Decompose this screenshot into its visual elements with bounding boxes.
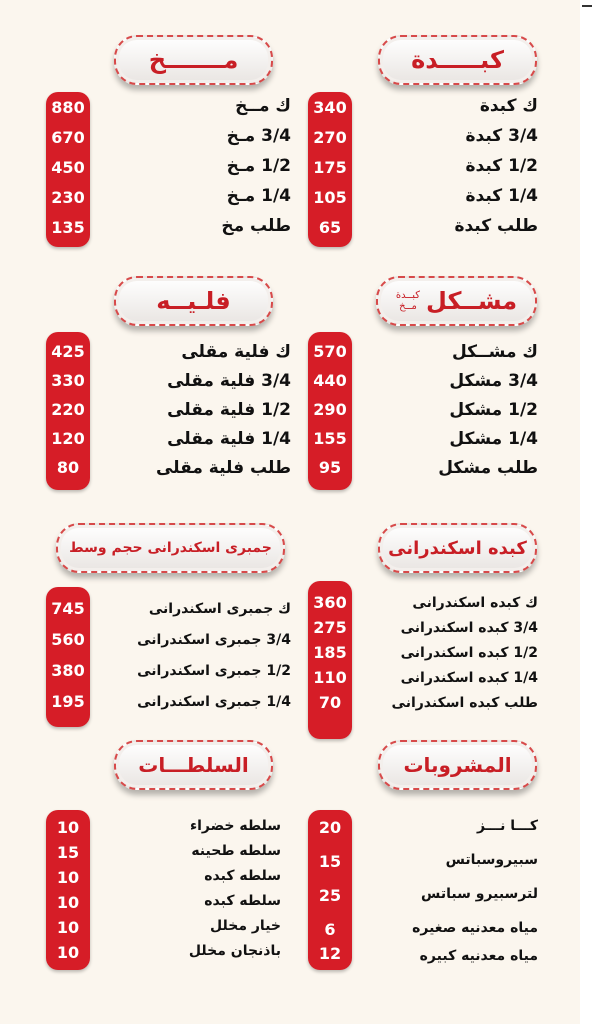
menu-item: 1/4 مشكل (449, 429, 538, 449)
menu-item: ك جمبرى اسكندرانى (148, 601, 291, 617)
price: 670 (51, 128, 85, 147)
section-kebda-alex (308, 523, 553, 743)
price-pill (308, 810, 352, 970)
menu-item: مياه معدنيه كبيره (419, 948, 538, 964)
section-header-drinks (378, 740, 537, 790)
section-title: مـــــــخ (148, 46, 239, 74)
price: 340 (313, 98, 347, 117)
price: 195 (51, 692, 85, 711)
menu-item: 3/4 جمبرى اسكندرانى (137, 632, 291, 648)
price: 380 (51, 661, 85, 680)
menu-item: 1/2 كبدة (465, 156, 538, 176)
section-header-salads (114, 740, 273, 790)
price: 135 (51, 218, 85, 237)
price-pill (46, 587, 90, 727)
menu-item: خيار مخلل (210, 918, 281, 934)
section-title: مشــكل (426, 287, 518, 315)
section-title: فلـيــه (156, 287, 231, 315)
menu-item: سلطه كبده (204, 893, 281, 909)
section-title: كبده اسكندرانى (388, 537, 527, 559)
section-drinks (308, 740, 553, 980)
menu-item: 1/4 كبدة (465, 186, 538, 206)
menu-item: طلب مخ (221, 216, 291, 236)
menu-item: سلطه كبده (204, 868, 281, 884)
menu-item: 1/2 فلية مقلى (167, 400, 291, 420)
menu-item: 3/4 كبده اسكندرانى (400, 620, 538, 636)
price-pill (46, 332, 90, 490)
price: 10 (56, 893, 80, 912)
menu-item: 1/4 كبده اسكندرانى (400, 670, 538, 686)
menu-item: باذنجان مخلل (188, 943, 281, 959)
price: 12 (318, 944, 342, 963)
section-shrimp (46, 523, 291, 743)
section-title: المشروبات (403, 753, 512, 777)
section-header-mokh (114, 35, 273, 85)
price: 15 (318, 852, 342, 871)
menu-item: طلب كبده اسكندرانى (391, 695, 538, 711)
price: 220 (51, 400, 85, 419)
section-title: جمبرى اسكندرانى حجم وسط (69, 540, 272, 556)
price: 20 (318, 818, 342, 837)
price: 290 (313, 400, 347, 419)
price: 6 (324, 920, 336, 939)
price: 10 (56, 868, 80, 887)
price: 120 (51, 429, 85, 448)
price: 270 (313, 128, 347, 147)
menu-item: سبيروسباتس (445, 852, 538, 868)
section-header-mashkal (376, 276, 537, 326)
price: 10 (56, 918, 80, 937)
price: 70 (318, 693, 342, 712)
section-subtitle (396, 290, 420, 312)
menu-item: 1/2 جمبرى اسكندرانى (137, 663, 291, 679)
menu-item: طلب مشكل (438, 458, 538, 478)
price-pill (308, 92, 352, 247)
menu-item: 1/2 كبده اسكندرانى (400, 645, 538, 661)
price: 230 (51, 188, 85, 207)
price: 80 (56, 458, 80, 477)
price: 155 (313, 429, 347, 448)
price-pill (46, 92, 90, 247)
section-title: السلطـــات (138, 753, 249, 777)
section-filia (46, 276, 291, 496)
section-mashkal (308, 276, 553, 496)
section-title: كبـــــدة (411, 46, 504, 74)
price: 360 (313, 593, 347, 612)
menu-item: 3/4 كبدة (465, 126, 538, 146)
price: 450 (51, 158, 85, 177)
price: 425 (51, 342, 85, 361)
price: 745 (51, 599, 85, 618)
price: 570 (313, 342, 347, 361)
corner-mark (582, 5, 592, 7)
menu-item: ك فلية مقلى (181, 342, 291, 362)
price: 105 (313, 188, 347, 207)
price: 560 (51, 630, 85, 649)
price: 440 (313, 371, 347, 390)
price: 15 (56, 843, 80, 862)
menu-item: طلب فلية مقلى (155, 458, 291, 478)
menu-item: لترسبيرو سباتس (421, 886, 538, 902)
subtitle-line: مــخ (399, 301, 417, 312)
price: 175 (313, 158, 347, 177)
menu-item: 3/4 فلية مقلى (167, 371, 291, 391)
menu-item: 1/4 فلية مقلى (167, 429, 291, 449)
price: 95 (318, 458, 342, 477)
section-salads (46, 740, 291, 980)
section-kebda (308, 35, 553, 250)
menu-item: ك كبده اسكندرانى (412, 595, 538, 611)
price: 110 (313, 668, 347, 687)
section-header-filia (114, 276, 273, 326)
menu-item: 3/4 مـخ (226, 126, 291, 146)
menu-item: 1/2 مـخ (226, 156, 291, 176)
price: 185 (313, 643, 347, 662)
price: 25 (318, 886, 342, 905)
section-header-kebda (378, 35, 537, 85)
menu-item: ك مــخ (235, 96, 291, 116)
menu-item: كـــا نـــز (477, 818, 538, 834)
price: 880 (51, 98, 85, 117)
price: 330 (51, 371, 85, 390)
price: 10 (56, 943, 80, 962)
price: 10 (56, 818, 80, 837)
price-pill (308, 581, 352, 739)
menu-item: 1/2 مشكل (449, 400, 538, 420)
section-header-kebda-alex (378, 523, 537, 573)
section-mokh (46, 35, 291, 250)
price: 275 (313, 618, 347, 637)
price-pill (308, 332, 352, 490)
price-pill (46, 810, 90, 970)
menu-item: سلطه خضراء (189, 818, 281, 834)
section-header-shrimp (56, 523, 285, 573)
menu-item: مياه معدنيه صغيره (412, 920, 538, 936)
menu-item: ك كبدة (479, 96, 538, 116)
subtitle-line: كبــدة (395, 290, 421, 301)
menu-item: 1/4 مـخ (226, 186, 291, 206)
menu-item: 3/4 مشكل (449, 371, 538, 391)
menu-item: سلطه طحينه (191, 843, 281, 859)
price: 65 (318, 218, 342, 237)
menu-item: طلب كبدة (454, 216, 538, 236)
menu-item: ك مشــكل (451, 342, 538, 362)
menu-item: 1/4 جمبرى اسكندرانى (137, 694, 291, 710)
